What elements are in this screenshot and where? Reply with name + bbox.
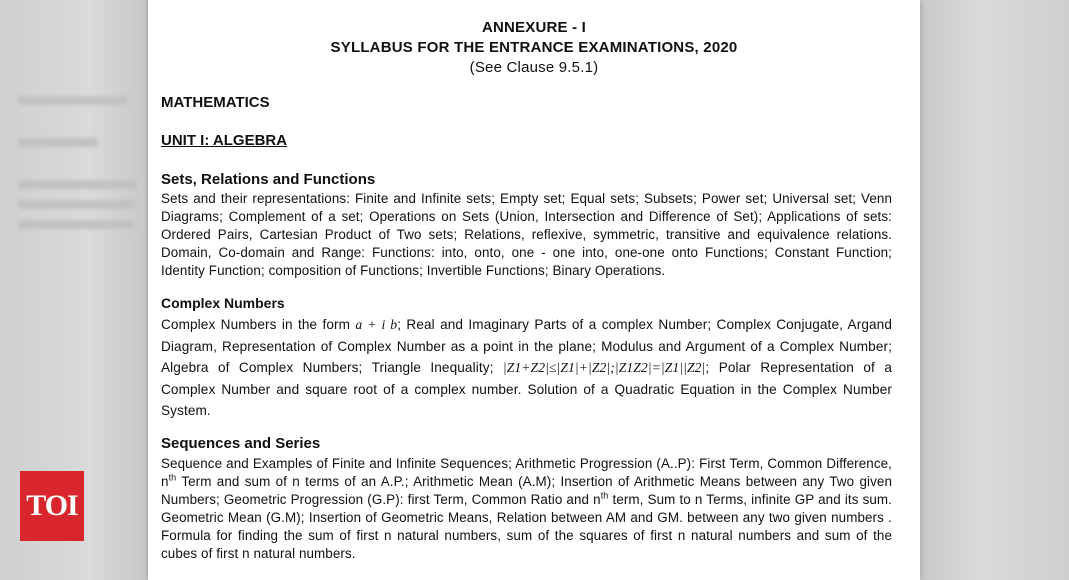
section-body-complex — [161, 314, 892, 422]
subject-heading: MATHEMATICS — [161, 94, 270, 111]
blurred-text-line — [18, 96, 128, 105]
formula-triangle-inequality: |Z1+Z2|≤|Z1|+|Z2|;|Z1Z2|=|Z1||Z2| — [502, 360, 706, 375]
section-heading-sequences: Sequences and Series — [161, 435, 321, 452]
blurred-text-line — [18, 220, 134, 229]
text-span: ; Polar Representation of a Complex Number and square root of a complex number. Solution of a Quadratic Equation in the Complex Number System. — [161, 360, 892, 418]
formula-a-plus-ib: a + i b — [355, 317, 398, 332]
text-span: Sequence and Examples of Finite and Infinite Sequences; Arithmetic Progression (A..P): First Term, Common Difference, n — [161, 456, 892, 489]
document-title: SYLLABUS FOR THE ENTRANCE EXAMINATIONS, 2020 — [330, 39, 738, 56]
text-span: term, Sum to n Terms, infinite GP and its sum. Geometric Mean (G.M); Insertion of Geometric Means, Relation between AM and GM. between any two given numbers . Formula for finding the sum of first n natural numbers, sum of the squares of first n natural numbers and sum of the cubes of first n natural numbers. — [161, 492, 892, 561]
superscript: th — [168, 472, 177, 483]
superscript: th — [600, 490, 609, 501]
section-body-sets: Sets and their representations: Finite and Infinite sets; Empty set; Equal sets; Subsets; Power set; Universal set; Venn Diagrams; Complement of a set; Operations on Sets (Union, Intersection and Difference of Set); Applications of sets: Ordered Pairs, Cartesian Product of Two sets; Relations, reflexive, symmetric, transitive and equivalence relations. Domain, Co-domain and Range: Functions: into, onto, one - one into, one-one onto Functions; Constant Function; Identity Function; composition of Functions; Invertible Functions; Binary Operations. — [161, 191, 892, 278]
blurred-text-line — [18, 180, 138, 189]
section-heading-sets: Sets, Relations and Functions — [161, 171, 376, 188]
annexure-heading: ANNEXURE - I — [481, 19, 587, 36]
text-span: ; Real and Imaginary Parts of a complex Number; Complex Conjugate, Argand Diagram, Representation of Complex Number as a point in the plane; Modulus and Argument of a Complex Number; Algebra of Complex Numbers; Triangle Inequality; — [161, 317, 892, 375]
document-page — [148, 0, 920, 580]
text-span: Term and sum of n terms of an A.P.; Arithmetic Mean (A.M); Insertion of Arithmetic Means between any Two given Numbers; Geometric Progression (G.P): first Term, Common Ratio and n — [161, 474, 892, 507]
unit-heading: UNIT I: ALGEBRA — [161, 132, 288, 149]
section-body-sequences — [161, 455, 892, 563]
blurred-text-line — [18, 138, 98, 147]
text-span: Complex Numbers in the form — [161, 317, 356, 332]
blurred-text-line — [18, 200, 136, 209]
section-heading-complex: Complex Numbers — [161, 295, 285, 311]
toi-logo: TOI — [20, 471, 84, 541]
clause-reference: (See Clause 9.5.1) — [469, 59, 599, 76]
blurred-background-right — [921, 0, 1069, 580]
